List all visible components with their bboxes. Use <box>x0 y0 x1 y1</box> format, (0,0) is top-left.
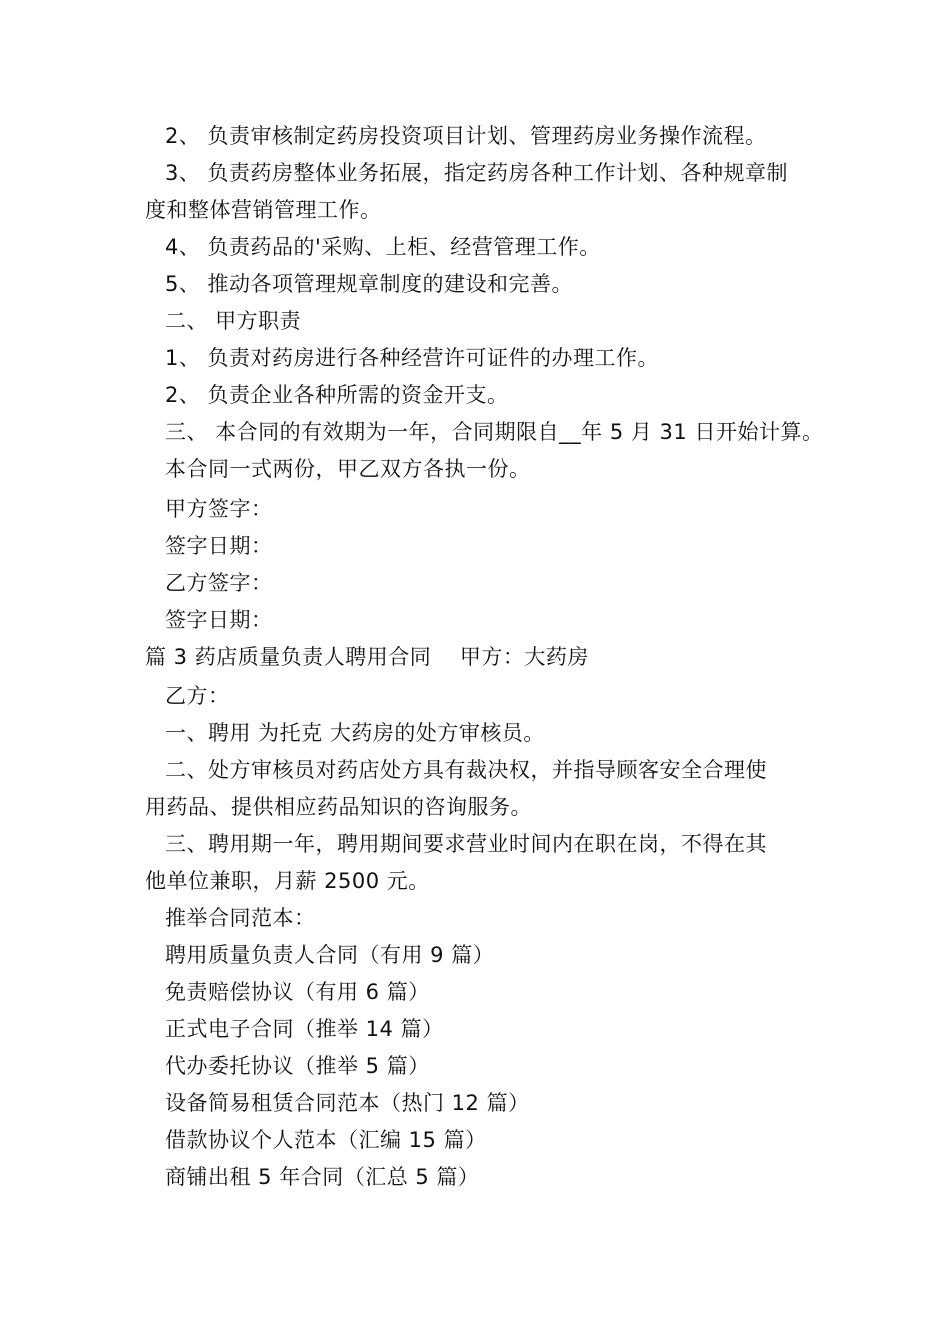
text-line: 一、聘用 为托克 大药房的处方审核员。 <box>165 721 545 745</box>
text-line: 二、处方审核员对药店处方具有裁决权，并指导顾客安全合理使 <box>165 758 767 782</box>
signature-label: 乙方签字： <box>165 571 273 595</box>
text-line: 5、 推动各项管理规章制度的建设和完善。 <box>165 272 574 296</box>
text-line: 三、聘用期一年，聘用期间要求营业时间内在职在岗，不得在其 <box>165 832 767 856</box>
text-line: 3、 负责药房整体业务拓展，指定药房各种工作计划、各种规章制 <box>165 161 789 185</box>
recommendation-heading: 推举合同范本： <box>165 906 316 930</box>
text-line: 本合同一式两份，甲乙双方各执一份。 <box>165 457 531 481</box>
text-line: 三、 本合同的有效期为一年，合同期限自__年 5 月 31 日开始计算。 <box>165 420 824 444</box>
text-line: 2、 负责企业各种所需的资金开支。 <box>165 383 509 407</box>
section-heading: 二、 甲方职责 <box>165 309 302 333</box>
text-line: 用药品、提供相应药品知识的咨询服务。 <box>145 795 532 819</box>
signature-date-label: 签字日期： <box>165 534 273 558</box>
signature-date-label: 签字日期： <box>165 608 273 632</box>
recommendation-link[interactable]: 正式电子合同（推举 14 篇） <box>165 1017 444 1041</box>
text-line: 1、 负责对药房进行各种经营许可证件的办理工作。 <box>165 346 660 370</box>
signature-label: 甲方签字： <box>165 497 273 521</box>
text-line: 他单位兼职，月薪 2500 元。 <box>145 869 430 893</box>
recommendation-link[interactable]: 商铺出租 5 年合同（汇总 5 篇） <box>165 1165 480 1189</box>
recommendation-link[interactable]: 借款协议个人范本（汇编 15 篇） <box>165 1128 487 1152</box>
text-line: 度和整体营销管理工作。 <box>145 198 382 222</box>
text-line: 乙方： <box>165 684 230 708</box>
recommendation-link[interactable]: 代办委托协议（推举 5 篇） <box>165 1054 430 1078</box>
recommendation-link[interactable]: 聘用质量负责人合同（有用 9 篇） <box>165 943 495 967</box>
text-line: 2、 负责审核制定药房投资项目计划、管理药房业务操作流程。 <box>165 124 767 148</box>
recommendation-link[interactable]: 免责赔偿协议（有用 6 篇） <box>165 980 430 1004</box>
recommendation-link[interactable]: 设备简易租赁合同范本（热门 12 篇） <box>165 1091 530 1115</box>
text-line: 4、 负责药品的'采购、上柜、经营管理工作。 <box>165 235 601 259</box>
document-title: 篇 3 药店质量负责人聘用合同 甲方：大药房 <box>145 645 589 669</box>
